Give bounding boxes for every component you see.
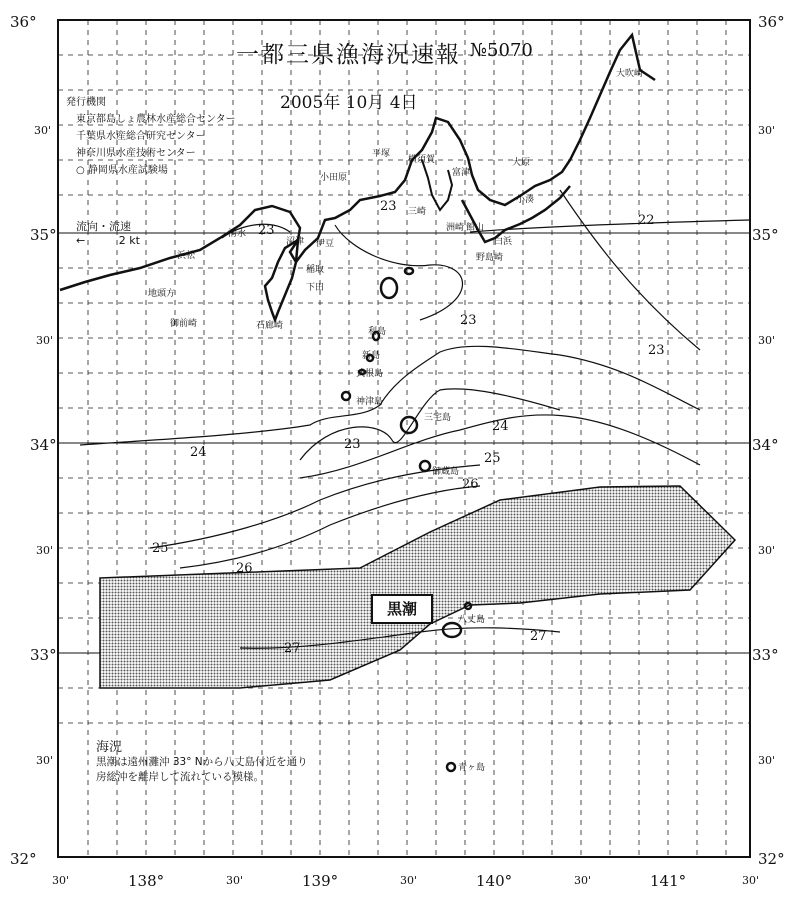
svg-text:33°: 33°	[30, 646, 57, 664]
issuing-agencies	[66, 94, 236, 179]
isotherm-label: 24	[190, 445, 207, 460]
coastline-miura	[422, 160, 452, 210]
place-label: 御前崎	[170, 319, 198, 329]
place-label: 八丈島	[458, 615, 486, 625]
agencies-header: 発行機関	[66, 97, 106, 108]
longitude-labels	[52, 872, 759, 890]
place-label: 石廊崎	[256, 321, 284, 331]
svg-text:30': 30'	[758, 754, 776, 767]
place-label: 館山	[466, 223, 485, 233]
isotherm-label: 22	[638, 213, 655, 228]
place-label: 白浜	[494, 237, 513, 247]
svg-text:30': 30'	[34, 124, 52, 137]
svg-text:34°: 34°	[30, 436, 57, 454]
isotherm-label: 23	[648, 343, 665, 358]
kuroshio-label: 黒潮	[371, 594, 433, 624]
place-label: 平塚	[372, 149, 391, 159]
place-label: 下田	[306, 283, 325, 293]
svg-text:33°: 33°	[752, 646, 779, 664]
agency-item: ○ 静岡県水産試験場	[76, 165, 168, 176]
kuroshio-current-band	[100, 486, 735, 688]
isotherm-label: 26	[236, 561, 253, 576]
place-label: 式根島	[356, 369, 384, 379]
svg-text:30': 30'	[36, 334, 54, 347]
place-label: 大吹崎	[616, 69, 644, 79]
legend-label: 流向・流速	[76, 220, 131, 233]
isotherm-label: 25	[484, 451, 501, 466]
svg-text:30': 30'	[400, 874, 418, 887]
svg-text:30': 30'	[52, 874, 70, 887]
svg-text:34°: 34°	[752, 436, 779, 454]
svg-text:32°: 32°	[10, 850, 37, 868]
isotherm-label: 24	[492, 419, 509, 434]
report-title: 一都三県漁海況速報	[236, 42, 461, 68]
place-label: 御蔵島	[432, 467, 460, 477]
agency-item: 東京都島しょ農林水産総合センター	[76, 114, 236, 125]
place-label: 清水	[228, 229, 247, 239]
place-label: 地頭方	[148, 289, 176, 299]
conditions-header: 海況	[96, 740, 123, 755]
report-date: 2005年 10月 4日	[280, 93, 418, 113]
place-label: 小田原	[320, 173, 348, 183]
place-label: 野島崎	[476, 253, 504, 263]
svg-text:32°: 32°	[758, 850, 785, 868]
place-label: 神津島	[356, 397, 384, 407]
isotherm-label: 23	[344, 437, 361, 452]
isotherm-label: 26	[462, 477, 479, 492]
svg-text:139°: 139°	[302, 872, 339, 890]
svg-text:140°: 140°	[476, 872, 513, 890]
svg-text:30': 30'	[758, 124, 776, 137]
isotherm-label: 27	[530, 629, 547, 644]
place-label: 横須賀	[408, 155, 436, 165]
islands	[342, 268, 471, 771]
svg-text:30': 30'	[758, 544, 776, 557]
current-legend	[76, 218, 140, 247]
svg-text:30': 30'	[574, 874, 592, 887]
svg-text:30': 30'	[742, 874, 760, 887]
svg-text:35°: 35°	[752, 226, 779, 244]
svg-text:30': 30'	[36, 754, 54, 767]
report-number: №5070	[470, 40, 533, 61]
arrow-left-icon: ←	[76, 234, 86, 247]
place-label: 新島	[362, 351, 381, 361]
place-label: 浜松	[177, 251, 196, 261]
place-label: 青ヶ島	[458, 763, 486, 773]
isotherm-label: 27	[284, 641, 301, 656]
place-label: 伊豆	[316, 239, 335, 249]
svg-text:30': 30'	[758, 334, 776, 347]
place-label: 稲取	[306, 265, 325, 275]
sea-conditions-note	[96, 740, 308, 785]
place-label: 三崎	[408, 207, 427, 217]
coastline-izu	[265, 240, 298, 320]
isotherm-label: 23	[460, 313, 477, 328]
isotherm-label: 25	[152, 541, 169, 556]
agency-item: 千葉県水産総合研究センター	[76, 131, 206, 142]
svg-text:30': 30'	[226, 874, 244, 887]
place-label: 利島	[368, 327, 387, 337]
legend-value: 2 kt	[118, 234, 140, 247]
place-label: 洲崎	[446, 223, 465, 233]
svg-text:36°: 36°	[10, 13, 37, 31]
svg-text:36°: 36°	[758, 13, 785, 31]
conditions-line: 房総沖を離岸して流れている模様。	[96, 771, 264, 783]
legend-scale	[76, 234, 140, 247]
isotherm-label: 23	[258, 223, 275, 238]
place-label: 三宅島	[424, 413, 452, 423]
svg-text:138°: 138°	[128, 872, 165, 890]
svg-text:141°: 141°	[650, 872, 687, 890]
place-label: 大原	[512, 158, 531, 168]
place-label: 小湊	[516, 195, 535, 205]
conditions-line: 黒潮は遠州灘沖 33° Nから八丈島付近を通り	[96, 756, 308, 768]
svg-text:30': 30'	[36, 544, 54, 557]
svg-text:35°: 35°	[30, 226, 57, 244]
place-label: 沼津	[286, 237, 305, 247]
place-label: 富津	[452, 168, 471, 178]
agency-item: 神奈川県水産技術センター	[76, 148, 196, 159]
isotherm-label: 23	[380, 199, 397, 214]
